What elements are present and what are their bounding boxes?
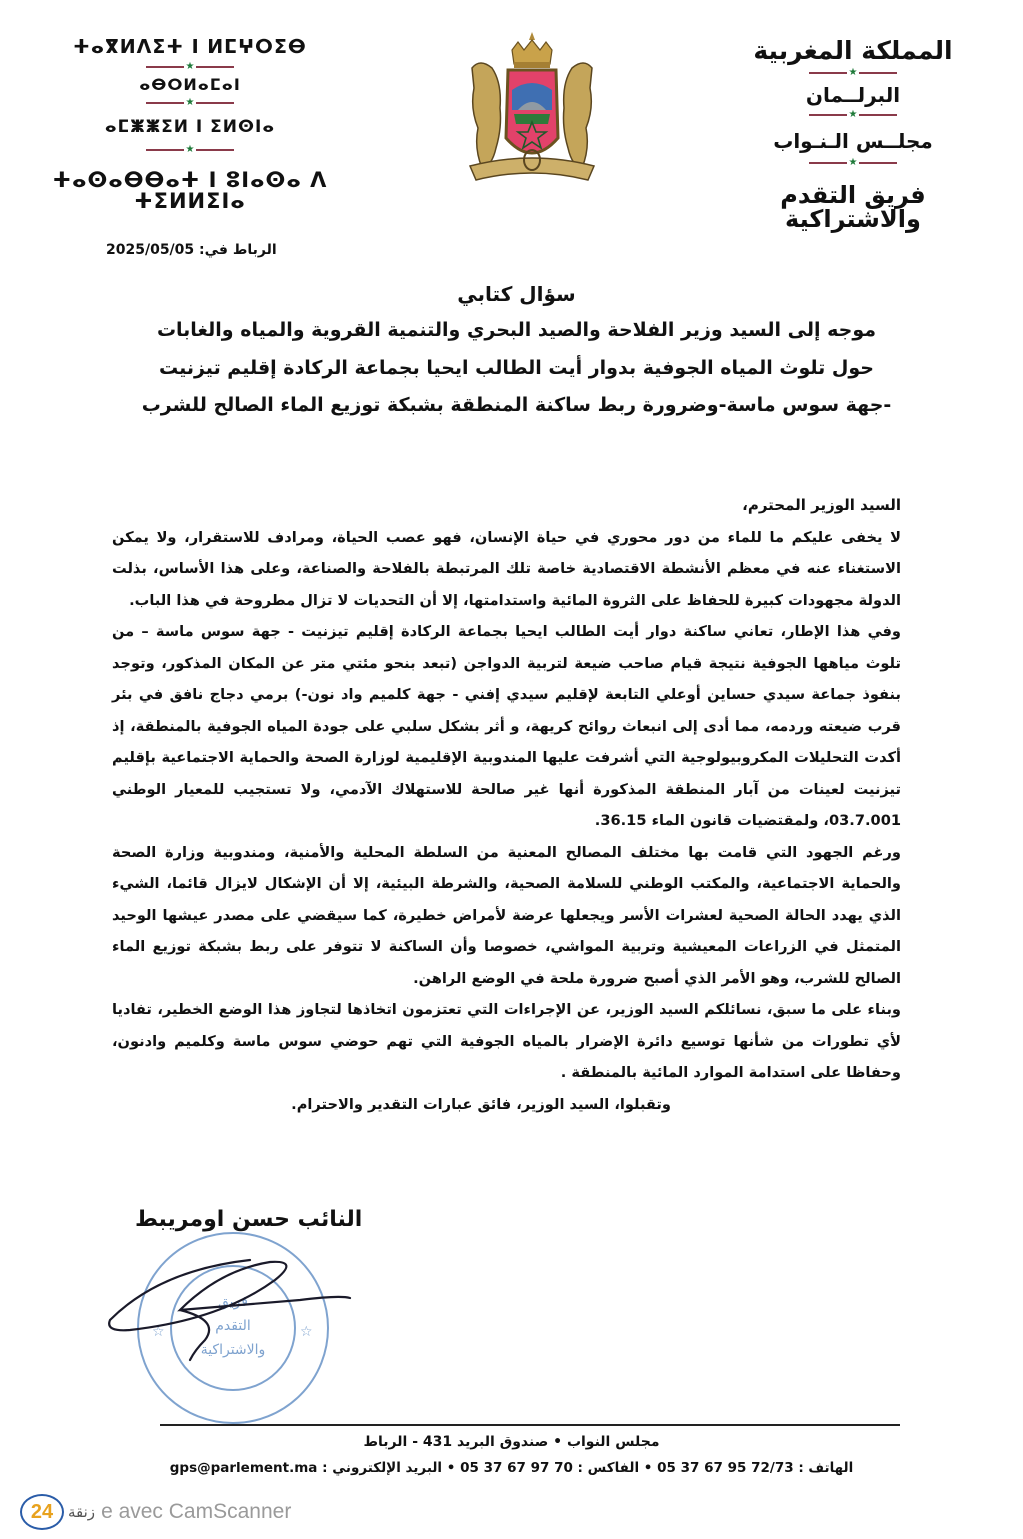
parliament-title-tifinagh: ⴰⴱⵔⵍⴰⵎⴰⵏ	[139, 75, 241, 94]
title-line: موجه إلى السيد وزير الفلاحة والصيد البحري والتنمية القروية والمياه والغابات	[156, 319, 877, 341]
star-icon: ★	[848, 157, 858, 168]
group-title-tifinagh: ⵜⴰⵙⴰⴱⴱⴰⵜ ⵏ ⵓⵏⴰⵙⴰ ⴷ ⵜⵉⵍⵍⵉⵏⴰ	[52, 168, 328, 213]
star-icon: ★	[848, 67, 858, 78]
svg-text:☆: ☆	[300, 1324, 313, 1340]
greeting: السيد الوزير المحترم،	[742, 496, 901, 514]
footer-divider	[160, 1424, 900, 1426]
parliament-title: البرلــمان	[805, 83, 901, 107]
star-icon: ★	[185, 144, 195, 155]
stamp-text: فريق	[218, 1294, 248, 1310]
footer-contact: الهاتف : 72/73 95 67 37 05 • الفاكس : 70 97 67 37 05 • البريد الإلكتروني : gps@parlement.ma	[169, 1460, 854, 1476]
kingdom-title-tifinagh: ⵜⴰⴳⵍⴷⵉⵜ ⵏ ⵍⵎⵖⵔⵉⴱ	[73, 36, 307, 58]
signatory-name: النائب حسن اومريبط	[135, 1207, 363, 1232]
closing-line: وتقبلوا، السيد الوزير، فائق عبارات التقدير والاحترام.	[291, 1095, 671, 1113]
site-logo-icon: 24	[20, 1494, 64, 1530]
separator	[30, 97, 350, 109]
separator	[30, 144, 350, 156]
camscanner-text: e avec CamScanner	[101, 1500, 292, 1523]
star-icon: ★	[848, 109, 858, 120]
document-date	[106, 242, 277, 258]
watermark	[0, 1492, 291, 1532]
house-title: مجلــس الـنـواب	[773, 129, 933, 153]
body-paragraph: لا يخفى عليكم ما للماء من دور محوري في حياة الإنسان، فهو عصب الحياة، ومرادف للاستقرار، ولا يمكن الاستغناء عنه في معظم الأنشطة الاقتصادية خاصة تلك المرتبطة بالفلاحة والصناعة، وعلى هذا الأساس، بذلت الدولة مجهودات كبيرة للحفاظ على الثروة المائية واستدامتها، إلا أن التحديات لا تزال مطروحة في هذا الباب.	[112, 528, 901, 609]
separator	[30, 61, 350, 73]
body-paragraph: وفي هذا الإطار، تعاني ساكنة دوار أيت الطالب ايحيا بجماعة الركادة إقليم تيزنيت - جهة سوس ماسة – من تلوث مياهها الجوفية نتيجة قيام صاحب ضيعة لتربية الدواجن (تبعد بنحو مئتي متر عن المكان المذكور، وتوجد بنفوذ جماعة سيدي حساين أوعلي التابعة لإقليم سيدي إفني - جهة كلميم واد نون-) برمي دجاج نافق في بئر قرب ضيعته وردمه، مما أدى إلى انبعاث روائح كريهة، و أثر بشكل سلبي على جودة المياه الجوفية بالمنطقة، إذ أكدت التحليلات المكروبيولوجية التي أشرفت عليها المندوبية الإقليمية لوزارة الصحة والحماية الاجتماعية بإقليم تيزنيت لعينات من آبار المنطقة المذكورة أنها غير صالحة للاستهلاك الآدمي، ولا تستجيب للمعيار الوطني 03.7.001، ولمقتضيات قانون الماء 36.15.	[112, 623, 901, 829]
star-icon: ★	[185, 61, 195, 72]
body-paragraph: ورغم الجهود التي قامت بها مختلف المصالح المعنية من السلطة المحلية والأمنية، ومندوبية وزارة الصحة والحماية الاجتماعية، والمكتب الوطني للسلامة الصحية، والشرطة البيئية، إلا أن الإشكال لايزال قائما، الشيء الذي يهدد الحالة الصحية لعشرات الأسر ويجعلها عرضة لأمراض خطيرة، كما سيقضي على مصدر عيشها الوحيد المتمثل في الزراعات المعيشية وتربية المواشي، خصوصا وأن الساكنة لا تتوفر على ربط بشبكة توزيع الماء الصالح للشرب، وهو الأمر الذي أصبح ضرورة ملحة في الوضع الراهن.	[112, 843, 901, 987]
document-heading: سؤال كتابي	[457, 282, 576, 306]
body-paragraph: وبناء على ما سبق، نسائلكم السيد الوزير، عن الإجراءات التي تعتزمون اتخاذها لتجاوز هذا الوضع الخطير، تفاديا لأي تطورات من شأنها توسيع دائرة الإضرار بالمياه الجوفية التي تهم حوضي سوس ماسة وكلميم وادنون، وحفاظا على استدامة الموارد المائية بالمنطقة .	[112, 1001, 901, 1081]
footer-address: مجلس النواب • صندوق البريد 431 - الرباط	[363, 1434, 660, 1450]
title-line: حول تلوث المياه الجوفية بدوار أيت الطالب ايحيا بجماعة الركادة إقليم تيزنيت	[158, 356, 874, 379]
site-logo-text: زنقة	[68, 1503, 96, 1521]
header-tifinagh	[30, 38, 350, 212]
stamp-text: والاشتراكية	[200, 1342, 266, 1358]
separator	[723, 157, 983, 169]
title-line: -جهة سوس ماسة-وضرورة ربط ساكنة المنطقة بشبكة توزيع الماء الصالح للشرب	[141, 394, 892, 417]
stamp-text: التقدم	[215, 1318, 251, 1334]
house-title-tifinagh: ⴰⵎⵥⵥⵉⵍ ⵏ ⵉⵍⵙⵏⴰ	[104, 117, 276, 137]
header-arabic	[723, 38, 983, 231]
group-title: فريق التقدم والاشتراكية	[780, 181, 926, 233]
handwritten-signature-icon	[100, 1250, 380, 1370]
coat-of-arms-icon	[452, 28, 612, 188]
separator	[723, 67, 983, 79]
letter-body	[112, 490, 901, 1120]
date-label: الرباط في:	[199, 242, 277, 258]
date-value: 2025/05/05	[106, 242, 195, 258]
svg-text:☆: ☆	[152, 1324, 165, 1340]
separator	[723, 109, 983, 121]
question-title	[130, 282, 903, 431]
kingdom-title: المملكة المغربية	[753, 36, 953, 65]
star-icon: ★	[185, 97, 195, 108]
